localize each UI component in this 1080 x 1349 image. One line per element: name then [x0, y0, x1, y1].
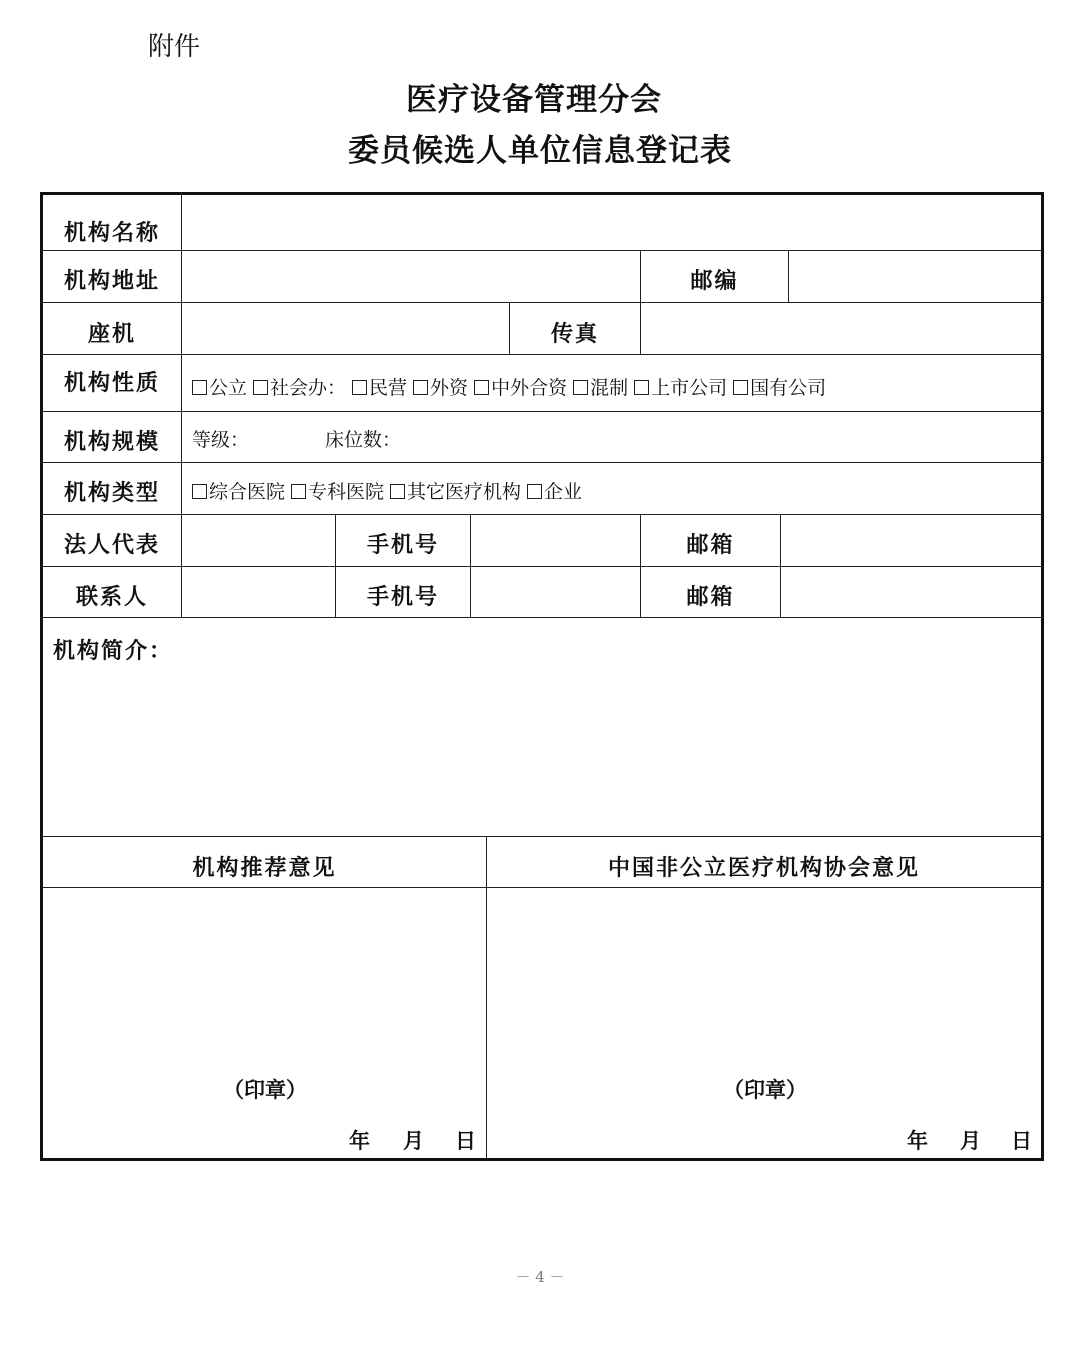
- row-divider: [43, 617, 1041, 618]
- institution-address-field[interactable]: [182, 251, 640, 302]
- checkbox-icon[interactable]: [390, 484, 405, 499]
- checkbox-icon[interactable]: [413, 380, 428, 395]
- registration-form-table: [40, 192, 1044, 1161]
- recommendation-month-label: 月: [403, 1129, 424, 1153]
- checkbox-icon[interactable]: [192, 484, 207, 499]
- checkbox-icon[interactable]: [352, 380, 367, 395]
- institution-nature-label: 机构性质: [63, 370, 160, 396]
- nature-option[interactable]: 国有公司: [733, 373, 826, 400]
- recommendation-year-label: 年: [349, 1129, 370, 1153]
- contact-person-label: 联系人: [75, 584, 148, 610]
- checkbox-icon[interactable]: [253, 380, 268, 395]
- contact-mobile-field[interactable]: [471, 567, 640, 617]
- nature-option[interactable]: 中外合资: [474, 373, 567, 400]
- recommendation-seal-label: （印章）: [223, 1078, 307, 1102]
- checkbox-icon[interactable]: [291, 484, 306, 499]
- legal-rep-email-label: 邮箱: [686, 532, 735, 558]
- contact-mobile-label: 手机号: [366, 584, 439, 610]
- legal-rep-mobile-label: 手机号: [366, 532, 439, 558]
- row-divider: [43, 462, 1041, 463]
- nature-option[interactable]: 社会办：: [253, 373, 346, 400]
- recommendation-opinion-field[interactable]: [43, 888, 486, 1158]
- contact-person-field[interactable]: [182, 567, 335, 617]
- institution-name-field[interactable]: [182, 195, 1041, 250]
- landline-label: 座机: [87, 321, 136, 347]
- fax-label: 传真: [550, 321, 599, 347]
- form-title-line1: 医疗设备管理分会: [406, 82, 662, 118]
- contact-email-label: 邮箱: [686, 584, 735, 610]
- type-option[interactable]: 综合医院: [192, 477, 285, 504]
- postcode-label: 邮编: [690, 268, 739, 294]
- legal-rep-mobile-field[interactable]: [471, 515, 640, 566]
- institution-nature-options: [182, 361, 1041, 411]
- association-opinion-header: 中国非公立医疗机构协会意见: [607, 855, 920, 881]
- contact-email-field[interactable]: [781, 567, 1041, 617]
- legal-representative-field[interactable]: [182, 515, 335, 566]
- form-title-line2: 委员候选人单位信息登记表: [348, 133, 732, 169]
- grade-label: 等级：: [192, 429, 250, 451]
- nature-option[interactable]: 公立: [192, 373, 247, 400]
- bed-count-label: 床位数：: [325, 429, 402, 451]
- association-opinion-field[interactable]: [487, 888, 1041, 1158]
- row-divider: [43, 411, 1041, 412]
- checkbox-icon[interactable]: [474, 380, 489, 395]
- page-number: － 4 －: [515, 1268, 565, 1286]
- checkbox-icon[interactable]: [527, 484, 542, 499]
- checkbox-icon[interactable]: [733, 380, 748, 395]
- fax-field[interactable]: [641, 303, 1041, 354]
- association-year-label: 年: [907, 1129, 928, 1153]
- association-day-label: 日: [1011, 1129, 1032, 1153]
- institution-address-label: 机构地址: [63, 268, 160, 294]
- nature-option[interactable]: 民营: [352, 373, 407, 400]
- institution-type-options: [182, 467, 1041, 514]
- type-option[interactable]: 专科医院: [291, 477, 384, 504]
- nature-option[interactable]: 上市公司: [634, 373, 727, 400]
- association-seal-label: （印章）: [723, 1078, 807, 1102]
- institution-name-label: 机构名称: [63, 220, 160, 246]
- association-month-label: 月: [960, 1129, 981, 1153]
- institution-scale-label: 机构规模: [63, 429, 160, 455]
- postcode-field[interactable]: [789, 251, 1041, 302]
- checkbox-icon[interactable]: [634, 380, 649, 395]
- legal-representative-label: 法人代表: [63, 532, 160, 558]
- legal-rep-email-field[interactable]: [781, 515, 1041, 566]
- checkbox-icon[interactable]: [192, 380, 207, 395]
- institution-type-label: 机构类型: [63, 480, 160, 506]
- landline-field[interactable]: [182, 303, 509, 354]
- recommendation-day-label: 日: [455, 1129, 476, 1153]
- type-option[interactable]: 企业: [527, 477, 582, 504]
- recommendation-opinion-header: 机构推荐意见: [192, 855, 337, 881]
- nature-option[interactable]: 混制: [573, 373, 628, 400]
- institution-intro-field[interactable]: [43, 669, 1041, 836]
- nature-option[interactable]: 外资: [413, 373, 468, 400]
- institution-scale-field[interactable]: [182, 415, 1041, 462]
- attachment-label: 附件: [148, 32, 201, 62]
- type-option[interactable]: 其它医疗机构: [390, 477, 521, 504]
- checkbox-icon[interactable]: [573, 380, 588, 395]
- institution-intro-label: 机构简介：: [53, 638, 174, 664]
